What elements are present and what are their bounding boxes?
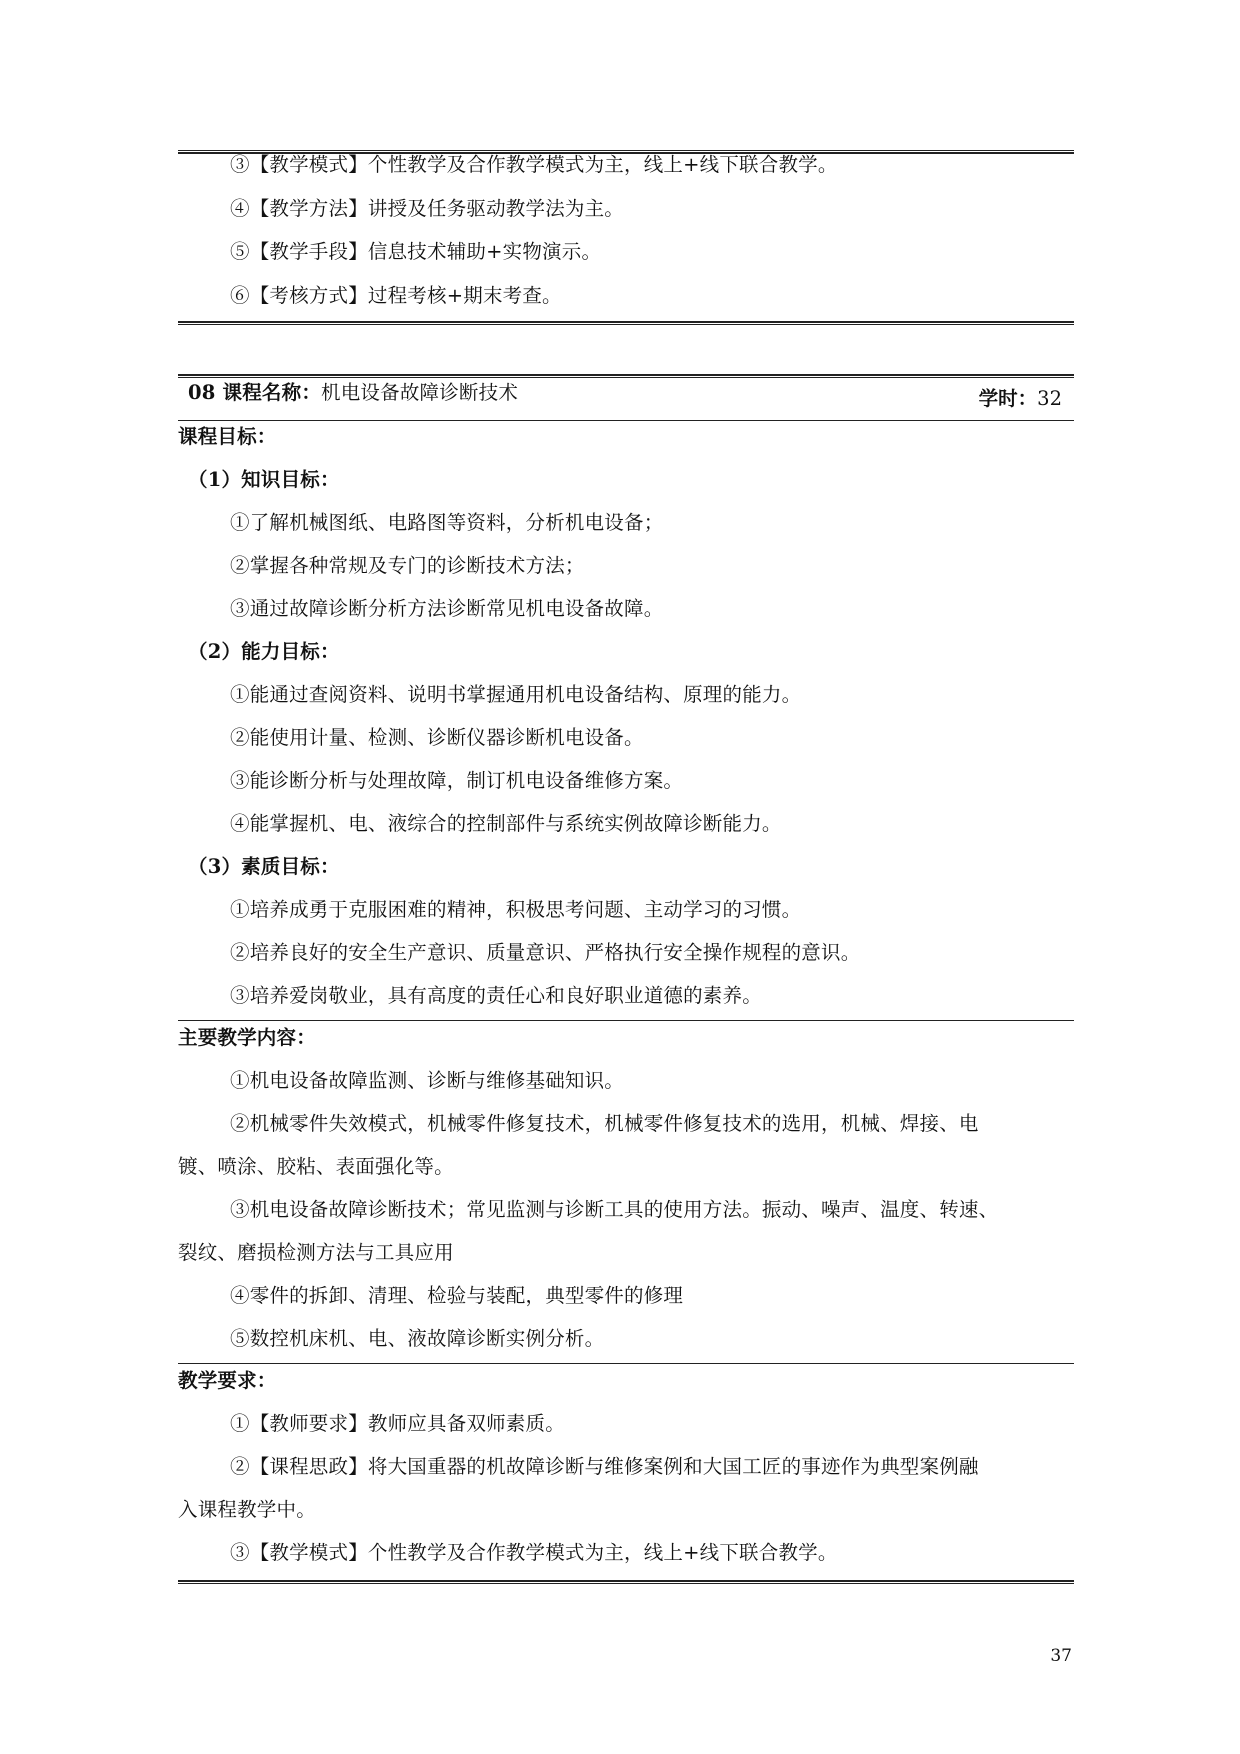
text-line: ③【教学模式】个性教学及合作教学模式为主，线上+线下联合教学。 — [230, 153, 838, 176]
text-line: ④【教学方法】讲授及任务驱动教学法为主。 — [230, 197, 625, 220]
content-line: ②机械零件失效模式，机械零件修复技术，机械零件修复技术的选用，机械、焊接、电 — [230, 1112, 979, 1135]
section-divider — [178, 321, 1074, 325]
page-number: 37 — [1050, 1646, 1072, 1666]
course-hours — [979, 383, 1062, 411]
course-number-label: 08 课程名称： — [188, 381, 322, 404]
content-line: ①机电设备故障监测、诊断与维修基础知识。 — [230, 1069, 625, 1092]
content-line: ③机电设备故障诊断技术；常见监测与诊断工具的使用方法。振动、噪声、温度、转速、 — [230, 1198, 999, 1221]
content-line: 镀、喷涂、胶粘、表面强化等。 — [178, 1155, 454, 1178]
list-item: ②能使用计量、检测、诊断仪器诊断机电设备。 — [230, 726, 644, 749]
course-top-border — [178, 374, 1074, 378]
knowledge-heading: （1）知识目标： — [188, 468, 340, 491]
requirement-line: ①【教师要求】教师应具备双师素质。 — [230, 1412, 565, 1435]
list-item: ①培养成勇于克服困难的精神，积极思考问题、主动学习的习惯。 — [230, 898, 802, 921]
requirements-heading: 教学要求： — [178, 1369, 277, 1392]
hours-label: 学时： — [978, 387, 1038, 410]
course-header — [188, 383, 518, 403]
list-item: ②培养良好的安全生产意识、质量意识、严格执行安全操作规程的意识。 — [230, 941, 861, 964]
ability-heading: （2）能力目标： — [188, 640, 340, 663]
requirement-line: ②【课程思政】将大国重器的机故障诊断与维修案例和大国工匠的事迹作为典型案例融 — [230, 1455, 979, 1478]
divider — [178, 420, 1074, 421]
text-line: ⑥【考核方式】过程考核+期末考查。 — [230, 284, 562, 307]
goals-heading: 课程目标： — [178, 425, 277, 448]
list-item: ①能通过查阅资料、说明书掌握通用机电设备结构、原理的能力。 — [230, 683, 802, 706]
hours-value: 32 — [1037, 387, 1062, 410]
bottom-border — [178, 1580, 1074, 1584]
list-item: ③通过故障诊断分析方法诊断常见机电设备故障。 — [230, 597, 664, 620]
quality-heading: （3）素质目标： — [188, 855, 340, 878]
list-item: ②掌握各种常规及专门的诊断技术方法； — [230, 554, 585, 577]
list-item: ③培养爱岗敬业，具有高度的责任心和良好职业道德的素养。 — [230, 984, 762, 1007]
course-name: 机电设备故障诊断技术 — [321, 381, 519, 404]
divider — [178, 1363, 1074, 1364]
text-line: ⑤【教学手段】信息技术辅助+实物演示。 — [230, 240, 602, 263]
list-item: ①了解机械图纸、电路图等资料，分析机电设备； — [230, 511, 664, 534]
content-line: 裂纹、磨损检测方法与工具应用 — [178, 1241, 454, 1264]
content-heading: 主要教学内容： — [178, 1026, 316, 1049]
requirement-line: 入课程教学中。 — [178, 1498, 316, 1521]
content-line: ⑤数控机床机、电、液故障诊断实例分析。 — [230, 1327, 605, 1350]
list-item: ④能掌握机、电、液综合的控制部件与系统实例故障诊断能力。 — [230, 812, 782, 835]
list-item: ③能诊断分析与处理故障，制订机电设备维修方案。 — [230, 769, 684, 792]
requirement-line: ③【教学模式】个性教学及合作教学模式为主，线上+线下联合教学。 — [230, 1541, 838, 1564]
divider — [178, 1020, 1074, 1021]
content-line: ④零件的拆卸、清理、检验与装配，典型零件的修理 — [230, 1284, 684, 1307]
